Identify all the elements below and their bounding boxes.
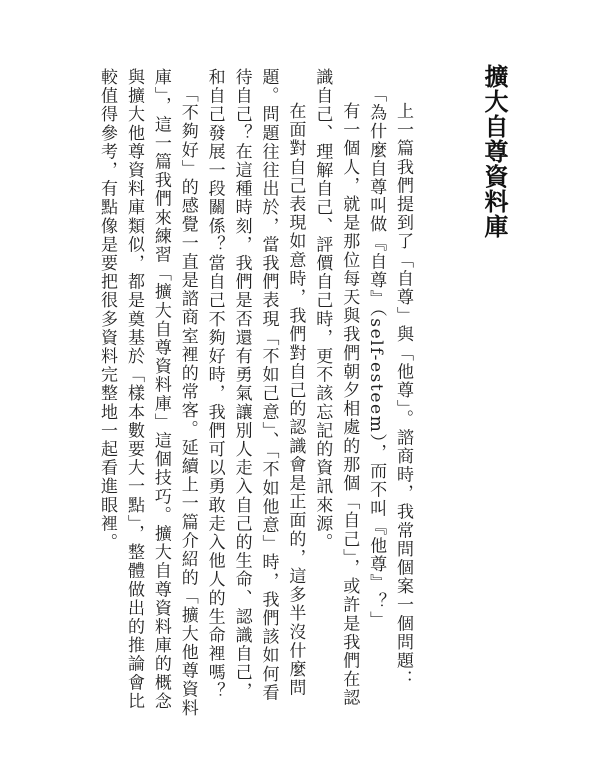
paragraph-not-good-enough: 在面對自己表現如意時，我們對自己的認識會是正面的，這多半沒什麼問題。問題往往出於，當我們表現「不如己意」、「不如他意」時，我們該如何看待自己？在這種時刻，我們是否還有勇氣讓別人走入自己的生命、認識自己，和自己發展一段關係？當自己不夠好時，我們可以勇敢走入他人的生命裡嗎？	[204, 68, 306, 702]
paragraph-question: 「為什麼自尊叫做『自尊』（self-esteem），而不叫『他尊』？」	[366, 85, 387, 630]
paragraph-self: 有一個人，就是那位每天與我們朝夕相處的那個「自己」，或許是我們在認識自己、理解自己、評價自己時，更不該忘記的資訊來源。	[312, 68, 360, 708]
article-body	[93, 68, 416, 718]
paragraph-database: 「不夠好」的感覺一直是諮商室裡的常客。延續上一篇介紹的「擴大他尊資料庫」，這一篇我們來練習「擴大自尊資料庫」這個技巧。擴大自尊資料庫的概念與擴大他尊資料庫類似，都是奠基於「樣本數要大一點」，整體做出的推論會比較值得參考，有點像是要把很多資料完整地一起看進眼裡。	[97, 68, 198, 718]
paragraph-intro: 上一篇我們提到了「自尊」與「他尊」。諮商時，我常問個案一個問題：	[393, 102, 413, 689]
page-title: 擴大自尊資料庫	[480, 64, 509, 239]
